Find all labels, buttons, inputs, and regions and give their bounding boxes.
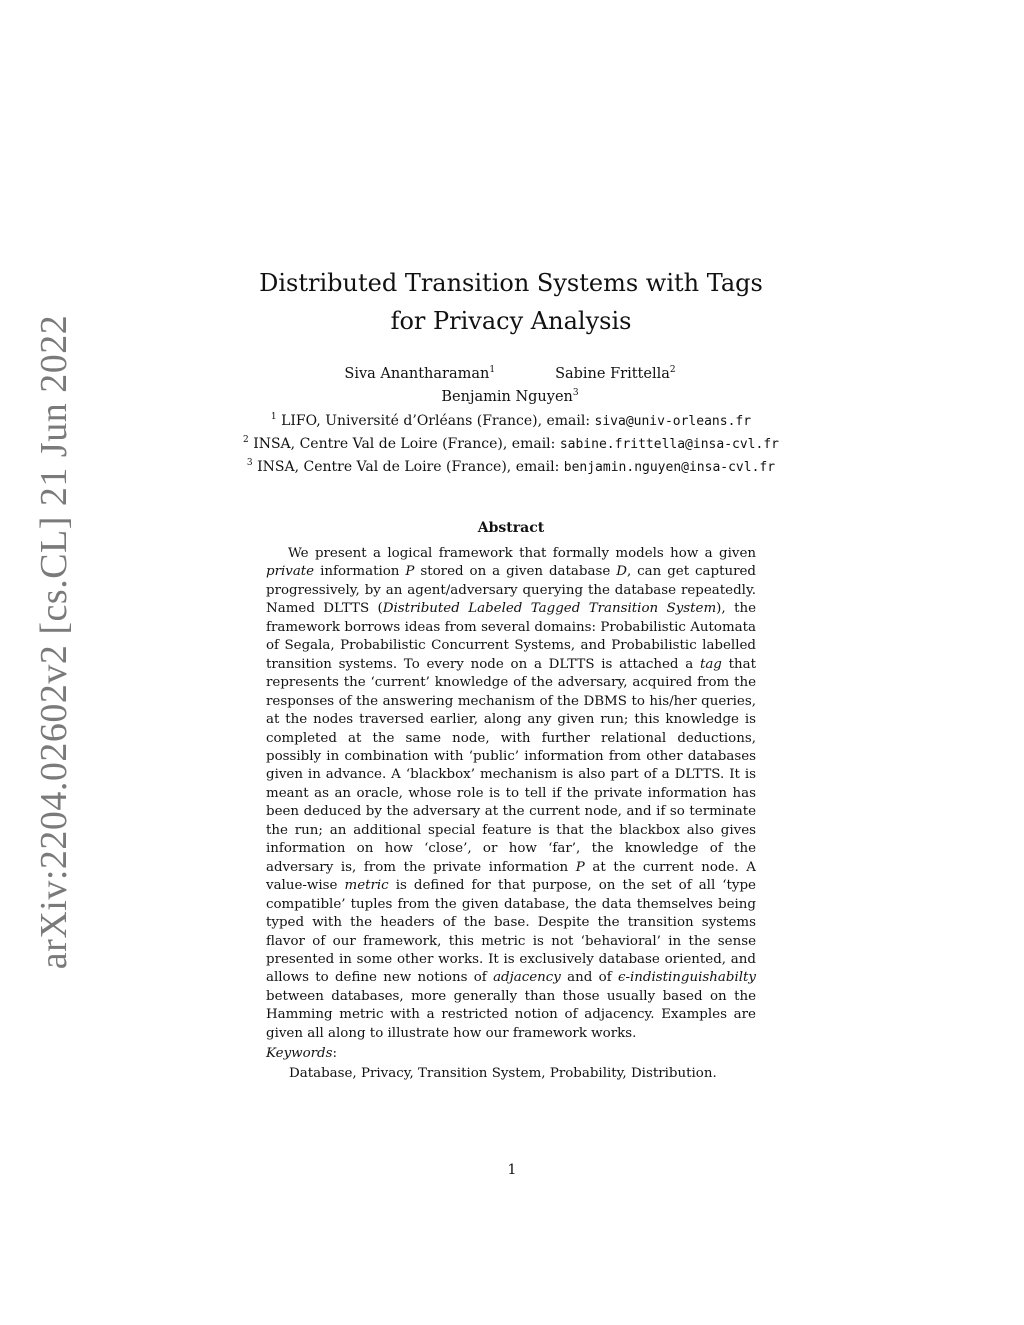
author-3-sup: 3 [572,388,579,398]
affiliation-2-text: INSA, Centre Val de Loire (France), email: [253,436,556,452]
italic-dltts-expansion: Distributed Labeled Tagged Transition System [382,601,717,617]
affiliation-3-text: INSA, Centre Val de Loire (France), email: [257,459,560,475]
italic-adjacency: adjacency [493,970,561,986]
var-P-2: P [575,859,585,875]
affiliation-2-email: sabine.frittella@insa-cvl.fr [559,437,779,452]
italic-metric: metric [344,878,389,894]
affiliation-3-sup: 3 [246,458,253,468]
keywords-list: Database, Privacy, Transition System, Probability, Distribution. [289,1066,717,1081]
author-3-name: Benjamin Nguyen [441,389,573,405]
arxiv-identifier-stamp: arXiv:2204.02602v2 [cs.CL] 21 Jun 2022 [33,314,75,970]
affiliation-2 [200,436,822,452]
affiliation-3 [200,459,822,475]
abstract-heading: Abstract [477,520,545,536]
affiliation-1 [200,413,822,429]
title-line-2: for Privacy Analysis [390,307,632,335]
italic-eps-indistinguishability: ϵ-indistinguishabilty [617,970,756,986]
author-2-name: Sabine Frittella [555,366,670,382]
author-1-name: Siva Anantharaman [344,366,490,382]
affiliation-3-email: benjamin.nguyen@insa-cvl.fr [563,460,776,475]
author-2 [555,366,676,382]
author-2-sup: 2 [669,365,676,375]
author-1 [344,366,495,382]
keywords-label: Keywords: [266,1046,338,1061]
var-D: D [616,564,627,580]
affiliation-1-email: siva@univ-orleans.fr [594,414,752,429]
italic-private: private [266,564,315,580]
affiliation-1-text: LIFO, Université d’Orléans (France), email: [281,413,591,429]
affiliation-2-sup: 2 [243,435,249,445]
author-1-sup: 1 [489,365,496,375]
italic-tag: tag [699,656,722,672]
author-3 [300,389,720,405]
var-P: P [405,564,415,580]
authors-row [300,366,720,382]
paper-title [200,264,822,340]
abstract-body: We present a logical framework that formally models how a given private information P stored on a given database D, can get captured progressively, by an agent/adversary querying the database repeatedly. Named DLTTS (Distributed Labeled Tagged Transition System), the framework borrows ideas from several domains: Probabilistic Automata of Segala, Probabilistic Concurrent Systems, and Probabilistic labelled transition systems. To every node on a DLTTS is attached a tag that represents the ‘current’ knowledge of the adversary, acquired from the responses of the answering mechanism of the DBMS to his/her queries, at the nodes traversed earlier, along any given run; this knowledge is completed at the same node, with further relational deductions, possibly in combination with ‘public’ information from other databases given in advance. A ‘blackbox’ mechanism is also part of a DLTTS. It is meant as an oracle, whose role is to tell if the private information has been deduced by the adversary at the current node, and if so terminate the run; an additional special feature is that the blackbox also gives information on how ‘close’, or how ‘far’, the knowledge of the adversary is, from the private information P at the current node. A value-wise metric is defined for that purpose, on the set of all ‘type compatible’ tuples from the given database, the data themselves being typed with the headers of the base. Despite the transition systems flavor of our framework, this metric is not ‘behavioral’ in the sense presented in some other works. It is exclusively database oriented, and allows to define new notions of adjacency and of ϵ-indistinguishabilty between databases, more generally than those usually based on the Hamming metric with a restricted notion of adjacency. Examples are given all along to illustrate how our framework works. [266,546,756,1041]
page-number: 1 [507,1162,517,1178]
title-line-1: Distributed Transition Systems with Tags [259,269,763,297]
affiliation-1-sup: 1 [270,412,277,422]
